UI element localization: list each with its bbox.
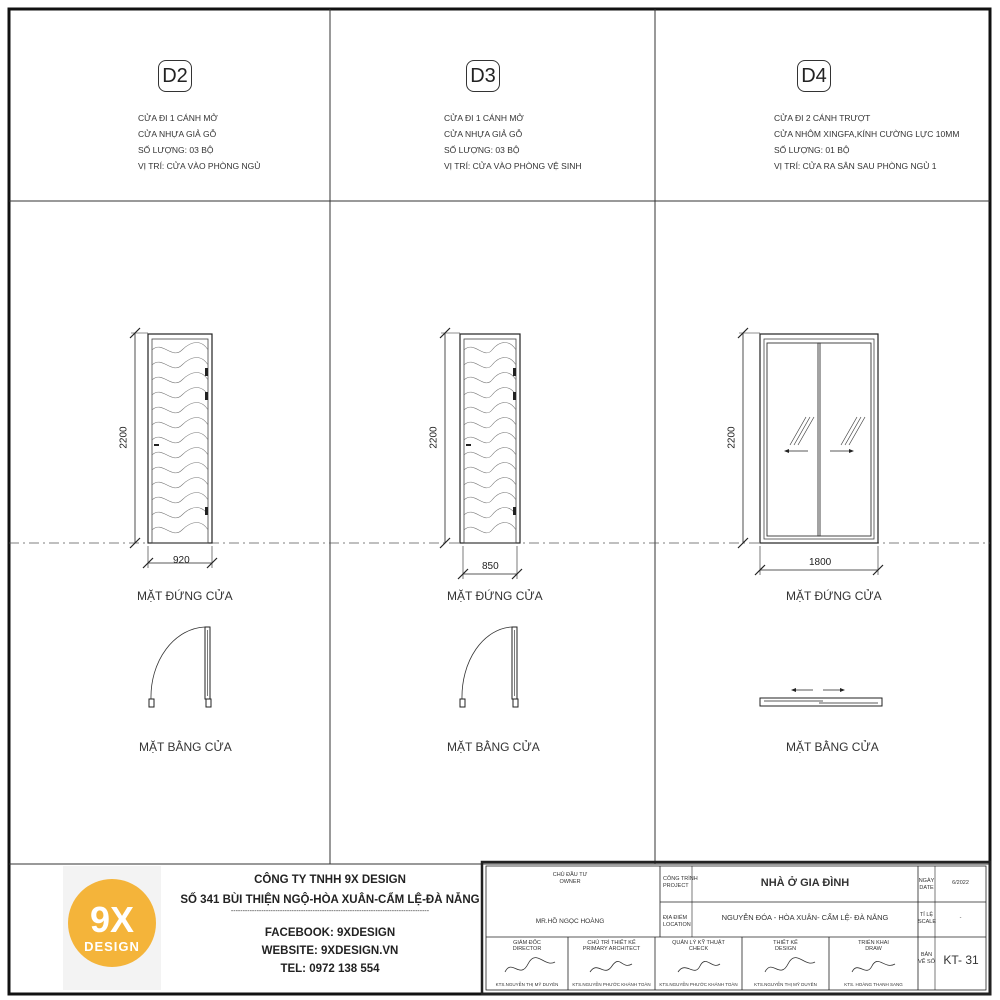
location-label-en: LOCATION (663, 922, 691, 928)
scale-label-en: SCALE (918, 919, 937, 925)
spec-line: VỊ TRÍ: CỬA VÀO PHÒNG VỆ SINH (444, 161, 582, 171)
date-label-vi: NGÀY (918, 878, 935, 884)
door-code-d2: D2 (158, 60, 192, 92)
role-draw-vi: TRIỂN KHAI (858, 940, 889, 946)
role-design-vi: THIẾT KẾ (773, 940, 798, 946)
company-website: WEBSITE: 9XDESIGN.VN (261, 945, 399, 957)
height-dim-d4: 2200 (726, 426, 738, 449)
location-label-vi: ĐỊA ĐIỂM (663, 915, 688, 921)
door-code-d4: D4 (797, 60, 831, 92)
role-architect-vi: CHỦ TRÌ THIẾT KẾ (587, 940, 636, 946)
location-name: NGUYỄN ĐÓA - HÒA XUÂN- CẨM LỆ- ĐÀ NẴNG (721, 913, 889, 922)
scale-label-vi: TỈ LỆ (919, 912, 934, 918)
spec-line: CỬA NHÔM XINGFA,KÍNH CƯỜNG LỰC 10MM (774, 129, 960, 139)
role-director-name: KTS.NGUYỄN THỊ MỸ DUYÊN (495, 982, 559, 987)
owner-name: MR.HỒ NGỌC HOÀNG (535, 918, 605, 925)
elevation-caption-d2: MẶT ĐỨNG CỬA (137, 589, 233, 603)
door-code-d3: D3 (466, 60, 500, 92)
spec-line: VỊ TRÍ: CỬA RA SÂN SAU PHÒNG NGỦ 1 (774, 161, 937, 171)
sheet-label: BẢN VẼ SỐ (918, 952, 935, 965)
width-dim-d2: 920 (173, 555, 190, 566)
elevation-caption-d4: MẶT ĐỨNG CỬA (786, 589, 882, 603)
role-check-vi: QUẢN LÝ KỸ THUẬT (672, 940, 725, 946)
company-name: CÔNG TY TNHH 9X DESIGN (254, 874, 406, 886)
role-director-vi: GIÁM ĐỐC (513, 940, 541, 946)
company-divider: ------------------------------------------------------------------------------------- (230, 908, 430, 915)
spec-line: VỊ TRÍ: CỬA VÀO PHÒNG NGỦ (138, 161, 261, 171)
owner-label-en: OWNER (559, 879, 581, 885)
role-design-name: KTS.NGUYỄN THỊ MỸ DUYÊN (754, 982, 817, 987)
spec-line: CỬA ĐI 2 CÁNH TRƯỢT (774, 113, 871, 123)
scale-value: - (959, 915, 962, 921)
spec-line: CỬA ĐI 1 CÁNH MỞ (138, 113, 218, 123)
role-design-en: DESIGN (774, 946, 797, 952)
role-draw-name: KTS. HOÀNG THANH SANG (844, 982, 903, 987)
date-label-en: DATE (919, 885, 934, 891)
date-value: 6/2022 (952, 880, 969, 886)
width-dim-d4: 1800 (809, 557, 832, 568)
logo-wordmark: DESIGN (84, 939, 140, 954)
company-phone: TEL: 0972 138 554 (280, 963, 380, 975)
height-dim-d2: 2200 (118, 426, 130, 449)
plan-caption-d2: MẶT BẰNG CỬA (139, 740, 232, 754)
project-name: NHÀ Ở GIA ĐÌNH (760, 877, 850, 889)
role-check-en: CHECK (688, 946, 709, 952)
role-draw-en: DRAW (865, 946, 882, 952)
spec-line: CỬA NHỰA GIẢ GỖ (138, 129, 217, 139)
logo-mark: 9X (89, 899, 135, 940)
spec-line: SỐ LƯỢNG: 03 BỘ (444, 145, 520, 155)
role-check-name: KTS.NGUYỄN PHƯỚC KHÁNH TOÀN (659, 982, 738, 987)
company-facebook: FACEBOOK: 9XDESIGN (264, 927, 396, 939)
spec-line: SỐ LƯỢNG: 03 BỘ (138, 145, 214, 155)
plan-caption-d4: MẶT BẰNG CỬA (786, 740, 879, 754)
spec-line: CỬA NHỰA GIẢ GỖ (444, 129, 523, 139)
role-director-en: DIRECTOR (512, 946, 542, 952)
project-label-vi: CÔNG TRÌNH (663, 876, 698, 882)
width-dim-d3: 850 (482, 561, 499, 572)
role-architect-en: PRIMARY ARCHITECT (582, 946, 641, 952)
owner-label-vi: CHỦ ĐẦU TƯ (552, 872, 588, 878)
project-label-en: PROJECT (663, 883, 689, 889)
role-architect-name: KTS.NGUYỄN PHƯỚC KHÁNH TOÀN (572, 982, 651, 987)
plan-caption-d3: MẶT BẰNG CỬA (447, 740, 540, 754)
height-dim-d3: 2200 (428, 426, 440, 449)
company-address: SỐ 341 BÙI THIỆN NGỘ-HÒA XUÂN-CẨM LỆ-ĐÀ NẴNG (180, 894, 480, 906)
sheet-number: KT- 31 (943, 953, 979, 967)
spec-line: CỬA ĐI 1 CÁNH MỞ (444, 113, 524, 123)
spec-line: SỐ LƯỢNG: 01 BỘ (774, 145, 850, 155)
elevation-caption-d3: MẶT ĐỨNG CỬA (447, 589, 543, 603)
